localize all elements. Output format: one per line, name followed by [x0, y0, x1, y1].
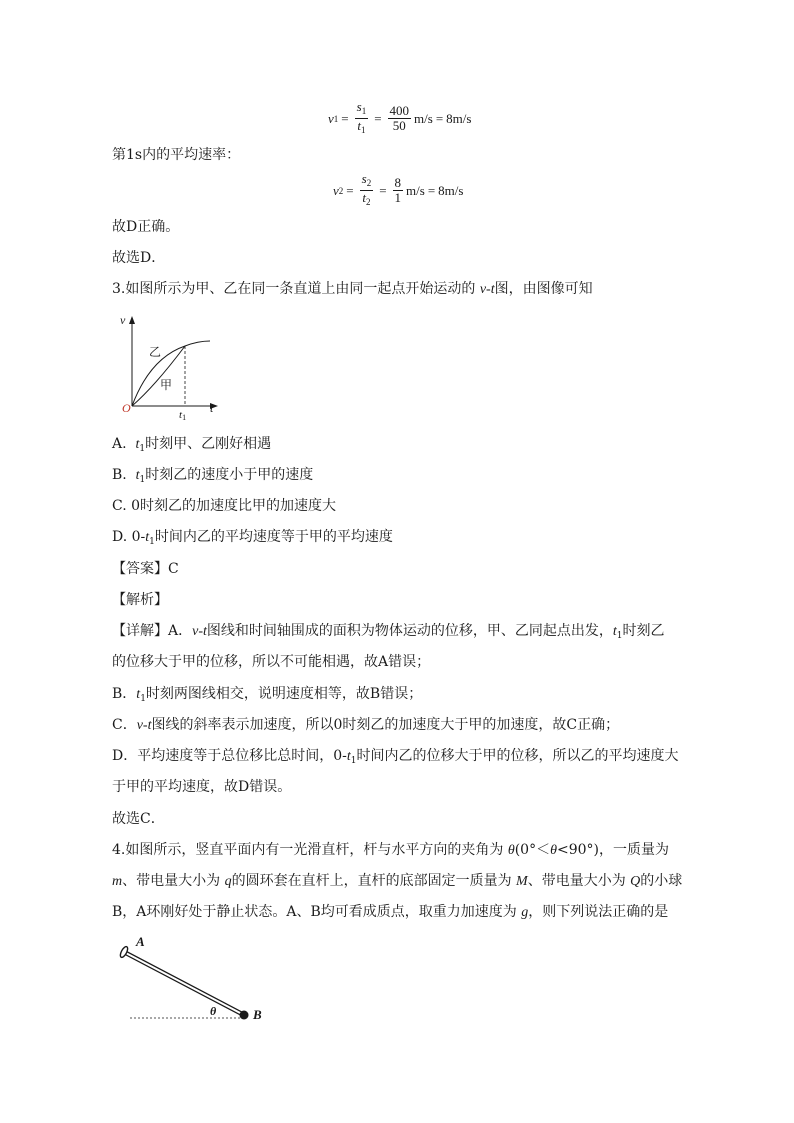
formula-var: v	[333, 182, 339, 198]
option-a	[112, 434, 271, 459]
detail-var: t	[136, 687, 141, 702]
q4-var-g: g	[521, 905, 529, 920]
formula-unit: m/s	[414, 110, 433, 126]
option-label: A.	[112, 436, 127, 452]
option-text: 时刻乙的速度小于甲的速度	[145, 467, 314, 483]
q3-suffix: 图，由图像可知	[494, 281, 593, 297]
q4-text: 的小球	[640, 873, 683, 889]
detail-var: t	[612, 624, 617, 639]
detail-a-line-2: 的位移大于甲的位移，所以不可能相遇，故A错误；	[112, 654, 431, 670]
frac-num: 8	[394, 175, 402, 190]
formula-unit: m/s	[406, 182, 425, 198]
frac-den-var: t	[362, 190, 366, 205]
option-var: t	[135, 468, 140, 483]
label-theta: θ	[210, 1004, 217, 1018]
detail-d-line-1	[112, 746, 679, 771]
q4-var-M: M	[516, 874, 528, 889]
detail-sub: 1	[140, 694, 146, 704]
q3-vt: v-t	[479, 282, 495, 297]
curve-yi-label: 乙	[149, 345, 162, 359]
detail-vt: v-t	[136, 718, 152, 733]
detail-prefix: 【详解】A．	[112, 623, 193, 639]
frac-den-var: t	[357, 118, 361, 133]
option-label: C.	[112, 498, 127, 514]
formula-var: v	[328, 110, 334, 126]
question-4-line-3	[112, 902, 668, 923]
detail-prefix: C．	[112, 717, 137, 733]
option-b	[112, 465, 313, 490]
rod-inner	[124, 952, 244, 1015]
y-axis-label: v	[120, 313, 126, 327]
option-sub: 1	[149, 537, 155, 547]
q4-text: 的圆环套在直杆上，直杆的底部固定一质量为	[231, 873, 517, 889]
q4-var-m: m	[112, 874, 123, 889]
detail-text: 时刻两图线相交，说明速度相等，故B错误；	[145, 686, 423, 702]
detail-text: 时刻乙	[622, 623, 665, 639]
q4-text: 、带电量大小为	[122, 873, 225, 889]
detail-text: 图线的斜率表示加速度，所以0时刻乙的加速度大于甲的加速度，故C正确；	[151, 717, 620, 733]
formula-v2: v 2 = $\frac{s_2}{t_2}$ = $\frac{8}{1}$ m/s = 8m/s	[333, 171, 464, 207]
frac-den: 1	[394, 190, 402, 205]
formula-result: 8m/s	[438, 182, 464, 198]
q4-theta: θ	[550, 843, 557, 858]
question-3-stem	[112, 279, 593, 300]
frac-num: 400	[389, 103, 410, 118]
rod-figure	[110, 930, 280, 1030]
q4-text: 、带电量大小为	[527, 873, 631, 889]
question-4-line-2	[112, 871, 682, 892]
fraction-values	[393, 176, 404, 205]
detail-d-line-2: 于甲的平均速度，故D错误。	[112, 779, 292, 795]
curve-jia-label: 甲	[160, 378, 173, 392]
frac-num-sub: 2	[366, 178, 372, 188]
fraction-s-t	[360, 172, 374, 209]
option-text: 时刻甲、乙刚好相遇	[145, 436, 272, 452]
q4-theta: θ	[507, 843, 515, 858]
t1-label: t1	[179, 409, 187, 422]
curve-yi	[132, 341, 210, 406]
frac-den: 50	[392, 118, 406, 133]
frac-den-sub: 2	[365, 197, 371, 207]
detail-c	[112, 715, 619, 736]
detail-text: 图线和时间轴围成的面积为物体运动的位移，甲、乙同起点出发，	[206, 623, 613, 639]
detail-sub: 1	[350, 756, 357, 766]
frac-num-var: s	[356, 99, 362, 114]
question-4-line-1	[112, 840, 669, 861]
option-var: t	[145, 530, 150, 545]
q4-var-Q: Q	[630, 874, 641, 889]
option-c	[112, 496, 336, 516]
q4-text: B，A环刚好处于静止状态。A、B均可看成质点，取重力加速度为	[112, 904, 522, 920]
option-sub: 1	[139, 444, 146, 454]
detail-vt: v-t	[192, 624, 207, 639]
x-axis-label: t	[210, 401, 214, 415]
option-sub: 1	[139, 475, 146, 485]
detail-prefix: D．平均速度等于总位移比总时间，0-	[112, 748, 347, 764]
fraction-s-t	[355, 100, 369, 137]
option-label: B.	[112, 467, 127, 483]
origin-label: O	[122, 401, 131, 415]
frac-num-sub: 1	[361, 106, 367, 116]
option-var: t	[135, 437, 140, 452]
frac-den-sub: 1	[360, 125, 366, 135]
q4-text: <90°)，一质量为	[556, 842, 669, 858]
analysis-heading: 【解析】	[112, 592, 168, 608]
line-avg-rate: 第1s内的平均速率：	[112, 147, 241, 163]
y-axis-arrow	[129, 316, 135, 324]
ring-a-icon	[119, 945, 129, 958]
q3-prefix: 3.如图所示为甲、乙在同一条直道上由同一起点开始运动的	[112, 281, 480, 297]
formula-v1: v 1 = $\frac{s_1}{t_1}$ = $\frac{400}{50}$ m/s = 8m/s	[328, 99, 472, 135]
q4-text: 4.如图所示，竖直平面内有一光滑直杆，杆与水平方向的夹角为	[112, 842, 508, 858]
line-choose-d: 故选D．	[112, 250, 166, 266]
detail-var: t	[346, 749, 351, 764]
line-d-correct: 故D正确。	[112, 219, 180, 235]
label-b: B	[253, 1007, 262, 1022]
q4-text: ，则下列说法正确的是	[528, 904, 669, 920]
formula-result: 8m/s	[446, 110, 472, 126]
detail-prefix: B．	[112, 686, 137, 702]
option-text: 0时刻乙的加速度比甲的加速度大	[131, 498, 337, 514]
q4-var-q: q	[224, 874, 232, 889]
detail-sub: 1	[616, 631, 623, 641]
vt-graph-figure	[110, 308, 230, 426]
option-pre: 0-	[131, 529, 146, 545]
answer-line: 【答案】C	[112, 561, 179, 577]
option-label: D.	[112, 529, 128, 545]
frac-num-var: s	[361, 171, 367, 186]
detail-text: 时间内乙的位移大于甲的位移，所以乙的平均速度大	[356, 748, 679, 764]
option-d	[112, 527, 393, 552]
option-text: 时间内乙的平均速度等于甲的平均速度	[154, 529, 393, 545]
formula-sub: 1	[333, 113, 339, 124]
detail-a-line-1	[112, 621, 665, 646]
q4-text: (0°＜	[514, 842, 551, 858]
detail-choose-c: 故选C．	[112, 811, 165, 827]
formula-sub: 2	[338, 185, 344, 196]
label-a: A	[136, 934, 145, 949]
detail-b	[112, 684, 422, 709]
ball-b-icon	[240, 1011, 249, 1020]
fraction-values	[388, 104, 412, 133]
